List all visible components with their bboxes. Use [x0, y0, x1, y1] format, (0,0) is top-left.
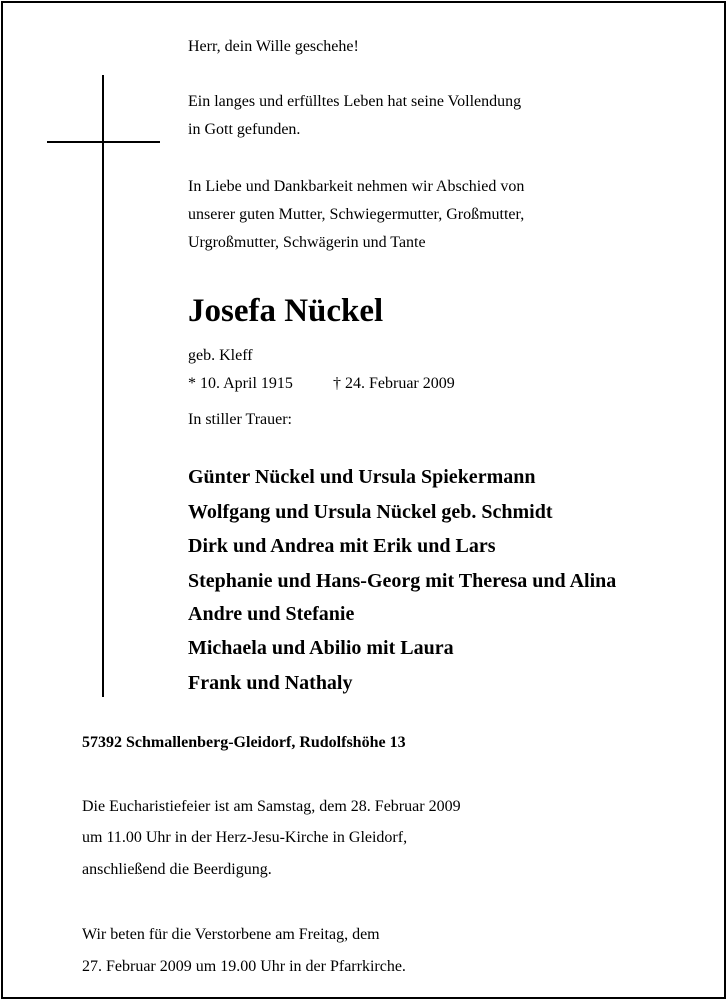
mourning-label: In stiller Trauer:	[188, 411, 292, 428]
intro-line: Ein langes und erfülltes Leben hat seine Vollendung	[188, 93, 522, 110]
farewell-line: unserer guten Mutter, Schwiegermutter, Großmutter,	[188, 206, 525, 223]
birth-date: * 10. April 1915	[188, 375, 293, 392]
mourner-line: Günter Nückel und Ursula Spiekermann	[188, 466, 536, 488]
deceased-name: Josefa Nückel	[188, 293, 384, 329]
cross-icon-bar	[47, 141, 160, 143]
service-line: anschließend die Beerdigung.	[82, 861, 272, 878]
maiden-name: geb. Kleff	[188, 347, 253, 364]
mourner-line: Andre und Stefanie	[188, 603, 355, 625]
service-line: um 11.00 Uhr in der Herz-Jesu-Kirche in Gleidorf,	[82, 829, 408, 846]
mourner-line: Michaela und Abilio mit Laura	[188, 637, 454, 659]
motto: Herr, dein Wille geschehe!	[188, 38, 359, 55]
farewell-line: In Liebe und Dankbarkeit nehmen wir Abschied von	[188, 178, 525, 195]
mourner-line: Dirk und Andrea mit Erik und Lars	[188, 535, 496, 557]
death-date: † 24. Februar 2009	[333, 375, 455, 392]
address: 57392 Schmallenberg-Gleidorf, Rudolfshöhe 13	[82, 734, 406, 751]
intro-line: in Gott gefunden.	[188, 121, 301, 138]
farewell-line: Urgroßmutter, Schwägerin und Tante	[188, 234, 426, 251]
cross-icon	[102, 75, 104, 697]
mourner-line: Frank und Nathaly	[188, 672, 353, 694]
mourner-line: Stephanie und Hans-Georg mit Theresa und Alina	[188, 570, 617, 592]
service-line: Die Eucharistiefeier ist am Samstag, dem 28. Februar 2009	[82, 798, 461, 815]
prayer-line: 27. Februar 2009 um 19.00 Uhr in der Pfarrkirche.	[82, 958, 406, 975]
prayer-line: Wir beten für die Verstorbene am Freitag, dem	[82, 926, 380, 943]
mourner-line: Wolfgang und Ursula Nückel geb. Schmidt	[188, 501, 553, 523]
notice-border	[1, 1, 726, 999]
